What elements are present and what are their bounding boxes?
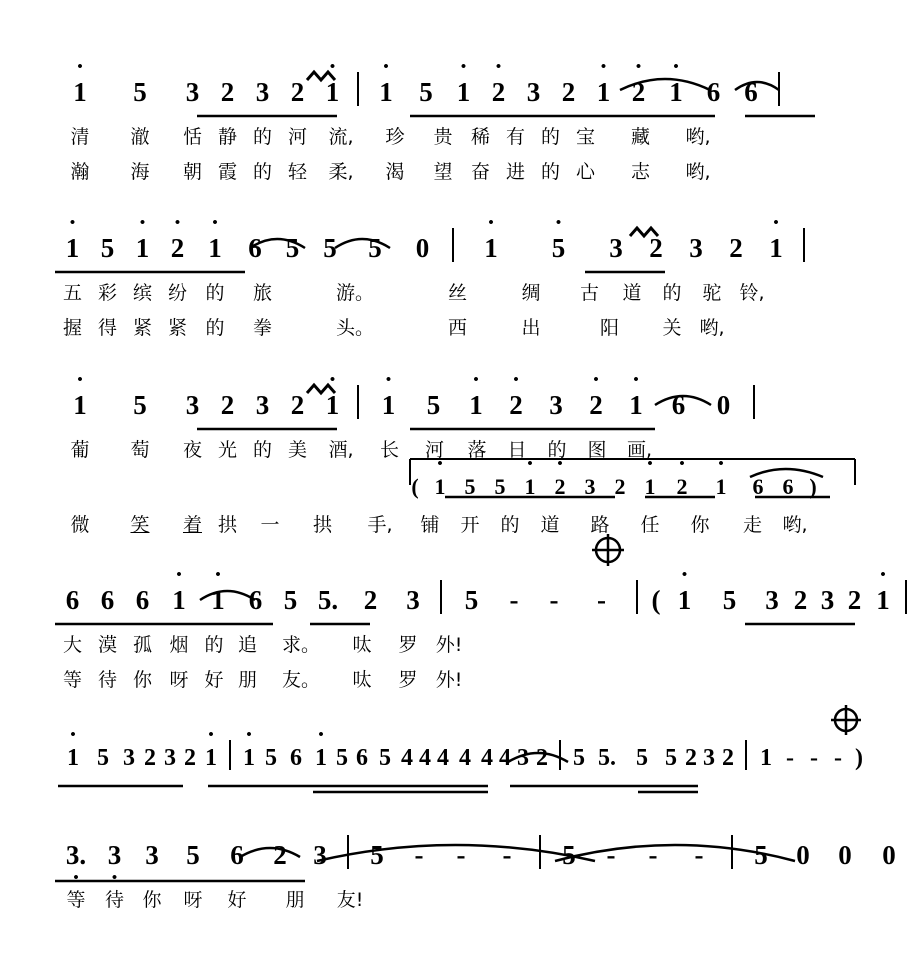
- note: 3: [820, 585, 835, 615]
- sustain-dash: -: [597, 585, 606, 615]
- note: 5: [100, 233, 115, 263]
- note: 3: [185, 390, 200, 420]
- note: 6: [230, 840, 244, 870]
- coda-icon: [596, 538, 620, 562]
- music-system-2: [55, 228, 812, 340]
- note: 3: [255, 390, 270, 420]
- lyric-syllable: 藏: [630, 126, 650, 148]
- lyric-syllable: 待: [97, 669, 117, 691]
- system-4-notes: [55, 580, 911, 616]
- note: • 2: [621, 77, 656, 108]
- note: 5: [368, 233, 382, 263]
- sustain-dash: -: [786, 745, 794, 771]
- note: 5: [426, 390, 441, 420]
- lyric-syllable: 奋: [470, 161, 490, 183]
- note: 5: [133, 390, 147, 420]
- lyric-syllable: 五: [62, 282, 82, 304]
- note: 5: [265, 745, 277, 771]
- note: 4: [459, 745, 471, 771]
- lyric-syllable: 霞: [217, 161, 237, 183]
- note: 0: [716, 390, 731, 420]
- note: 2: [729, 233, 743, 263]
- lyric-syllable: 稀: [470, 126, 490, 148]
- lyric-syllable: 拳: [252, 317, 272, 339]
- lyric-syllable: 握: [62, 317, 82, 339]
- lyric-syllable: 好: [227, 889, 247, 911]
- note: 5: [323, 233, 337, 263]
- note: • 1: [446, 77, 481, 108]
- lyric-syllable: 铺: [420, 514, 440, 536]
- paren-close: ): [855, 745, 863, 771]
- lyric-syllable: 河: [424, 439, 444, 461]
- note: 5: [419, 77, 433, 107]
- note: 2: [561, 77, 576, 107]
- note: 3: [123, 745, 135, 771]
- note: 2: [793, 585, 808, 615]
- note: 6: [706, 77, 721, 107]
- note: 4: [437, 745, 449, 771]
- lyric-syllable: 宝: [575, 126, 595, 148]
- note: • 1: [238, 745, 260, 772]
- note: 5: [336, 745, 348, 771]
- barline: [347, 835, 349, 869]
- sustain-dash: -: [502, 840, 512, 870]
- lyric-syllable: 朋: [285, 889, 305, 911]
- sustain-dash: -: [414, 840, 424, 870]
- note: 2: [722, 745, 734, 771]
- note: 6: [752, 474, 764, 499]
- lyric-syllable: 出: [521, 317, 541, 339]
- note: • 1: [616, 390, 656, 421]
- note: 3: [185, 77, 200, 107]
- lyric-syllable: 好: [204, 669, 224, 691]
- note: • 1: [200, 745, 222, 772]
- barline: [559, 740, 561, 770]
- lyric-syllable: 心: [575, 161, 595, 183]
- lyric-syllable: 任: [640, 514, 660, 536]
- lyric-syllable: 外!: [435, 669, 463, 691]
- lyric-syllable: 落: [467, 439, 487, 461]
- note: • 2: [545, 474, 575, 500]
- lyric-syllable: 长: [379, 439, 399, 461]
- lyric-syllable: 着: [182, 514, 202, 536]
- note: 3: [549, 390, 563, 420]
- lyric-syllable: 图: [587, 439, 607, 461]
- system-2-lyrics-verse-2: [55, 313, 812, 340]
- system-5-notes: [58, 740, 868, 772]
- note: 6: [248, 233, 262, 263]
- paren-close: ): [809, 474, 817, 499]
- sustain-dash: -: [509, 585, 519, 615]
- barline: [440, 580, 442, 614]
- lyric-syllable: 彩: [97, 282, 117, 304]
- system-2-lyrics-verse-1: [55, 278, 812, 305]
- lyric-syllable: 呀: [183, 889, 203, 911]
- note: 2: [273, 840, 287, 870]
- music-system-5: [58, 740, 868, 772]
- note: 6: [65, 585, 80, 615]
- note: 2: [220, 390, 235, 420]
- lyric-syllable: 漠: [97, 634, 117, 656]
- note: 5: [636, 745, 648, 771]
- note: • 1: [656, 77, 696, 108]
- note: • 1: [425, 474, 455, 500]
- note: 5: [285, 233, 300, 263]
- note: 2: [614, 474, 626, 499]
- note: • 1: [461, 233, 521, 264]
- lyric-syllable: 渴: [385, 161, 405, 183]
- lyric-syllable: 萄: [130, 439, 150, 461]
- lyric-syllable: 烟: [169, 634, 189, 656]
- note: 3 •: [97, 840, 132, 871]
- note: 4: [499, 745, 511, 771]
- note: 3. •: [55, 840, 97, 871]
- note: • 5: [521, 233, 596, 264]
- lyric-syllable: 的: [205, 317, 225, 339]
- lyric-syllable: 罗: [398, 634, 418, 656]
- system-1-lyrics-verse-1: [55, 122, 787, 149]
- system-3-lyrics-verse-2: [55, 510, 823, 537]
- lyric-syllable: 哟,: [685, 126, 711, 148]
- barline: [452, 228, 454, 262]
- note: 6: [290, 745, 302, 771]
- lyric-syllable: 道: [622, 282, 642, 304]
- note: 6: [671, 390, 686, 420]
- lyric-syllable: 紧: [167, 317, 187, 339]
- barline: [731, 835, 733, 869]
- sustain-dash: -: [456, 840, 466, 870]
- note: 5: [97, 745, 109, 771]
- lyric-syllable: 路: [590, 514, 610, 536]
- lyric-syllable: 的: [500, 514, 520, 536]
- note: 5: [754, 840, 768, 870]
- note: 6: [248, 585, 263, 615]
- lyric-syllable: 道: [540, 514, 560, 536]
- note: • 2: [496, 390, 536, 421]
- barline: [357, 72, 359, 106]
- note: • 1: [315, 390, 350, 421]
- system-6-notes: [55, 835, 911, 871]
- lyric-syllable: 朝: [182, 161, 202, 183]
- lyric-syllable: 的: [547, 439, 567, 461]
- note: 6: [100, 585, 115, 615]
- lyric-syllable: 笑: [130, 514, 150, 536]
- note: • 1: [315, 77, 350, 108]
- lyric-syllable: 的: [540, 126, 560, 148]
- lyric-syllable: 拱: [312, 514, 332, 536]
- lyric-syllable: 罗: [398, 669, 418, 691]
- lyric-syllable: 你: [132, 669, 152, 691]
- note: 0: [415, 233, 430, 263]
- lyric-syllable: 的: [540, 161, 560, 183]
- lyric-syllable: 你: [142, 889, 162, 911]
- note: 5: [722, 585, 737, 615]
- note: 3: [313, 840, 327, 870]
- lyric-syllable: 呀: [169, 669, 189, 691]
- lyric-syllable: 头。: [335, 317, 374, 339]
- note: 2: [290, 77, 305, 107]
- sustain-dash: -: [648, 840, 658, 870]
- paren-open: (: [411, 474, 419, 499]
- lyric-syllable: 轻: [287, 161, 307, 183]
- lyric-syllable: 哟,: [699, 317, 725, 339]
- note: 3: [609, 233, 623, 263]
- note: • 2: [576, 390, 616, 421]
- note: • 1: [868, 585, 898, 616]
- system-1-notes: [55, 72, 787, 108]
- lyric-syllable: 的: [252, 126, 272, 148]
- lyric-syllable: 夜: [182, 439, 202, 461]
- lyric-syllable: 哟,: [782, 514, 808, 536]
- system-1-lyrics-verse-2: [55, 157, 787, 184]
- paren-open: (: [651, 585, 661, 615]
- lyric-syllable: 的: [662, 282, 682, 304]
- note: 4: [481, 745, 493, 771]
- note: • 1: [55, 390, 105, 421]
- note: 5: [573, 745, 585, 771]
- lyric-syllable: 追: [237, 634, 257, 656]
- lyric-syllable: 澈: [130, 126, 150, 148]
- lyric-syllable: 旅: [252, 282, 272, 304]
- lyric-syllable: 驼: [702, 282, 722, 304]
- coda-icon: [835, 709, 857, 731]
- lyric-syllable: 瀚: [70, 161, 90, 183]
- lyric-syllable: 贵: [433, 126, 453, 148]
- lyric-syllable: 光: [217, 439, 237, 461]
- lyric-syllable: 紧: [132, 317, 152, 339]
- note: 5: [562, 840, 576, 870]
- sustain-dash: -: [549, 585, 559, 615]
- rest: 0: [838, 840, 852, 870]
- lyric-syllable: 海: [130, 161, 150, 183]
- note: 6: [135, 585, 150, 615]
- note: 5: [665, 745, 677, 771]
- lyric-syllable: 的: [204, 634, 224, 656]
- note: • 1: [310, 745, 332, 772]
- note: 5.: [317, 585, 339, 615]
- lyric-syllable: 葡: [70, 439, 90, 461]
- note: 3: [526, 77, 541, 107]
- lyric-syllable: 恬: [182, 126, 202, 148]
- note: 5: [464, 585, 479, 615]
- note: 6: [356, 745, 368, 771]
- note: • 1: [515, 474, 545, 500]
- note: 2: [184, 745, 196, 771]
- music-system-4: [55, 580, 911, 692]
- system-6-lyrics: [55, 885, 911, 912]
- lyric-syllable: 走: [742, 514, 762, 536]
- lyric-syllable: 丝: [447, 282, 467, 304]
- barline: [753, 385, 755, 419]
- lyric-syllable: 呔: [352, 634, 372, 656]
- note: 5: [379, 745, 391, 771]
- lyric-syllable: 流,: [328, 126, 354, 148]
- note: 5: [494, 474, 506, 499]
- lyric-syllable: 呔: [352, 669, 372, 691]
- note: • 1: [160, 585, 198, 616]
- music-system-6: [55, 835, 911, 912]
- lyric-syllable: 求。: [281, 634, 320, 656]
- note: • 2: [481, 77, 516, 108]
- note: 2: [649, 233, 663, 263]
- lyric-syllable: 关: [662, 317, 682, 339]
- note: • 1: [635, 474, 665, 500]
- lyric-syllable: 开: [460, 514, 480, 536]
- lyric-syllable: 静: [217, 126, 237, 148]
- lyric-syllable: 等: [66, 889, 86, 911]
- lyric-syllable: 得: [97, 317, 117, 339]
- note: 5: [370, 840, 384, 870]
- lyric-syllable: 你: [690, 514, 710, 536]
- note: 2: [536, 745, 548, 771]
- system-4-lyrics-verse-1: [55, 630, 911, 657]
- barline: [539, 835, 541, 869]
- rest: 0: [882, 840, 896, 870]
- lyric-syllable: 友。: [281, 669, 320, 691]
- lyric-syllable: 志: [630, 161, 650, 183]
- lyric-syllable: 酒,: [328, 439, 354, 461]
- lyric-syllable: 有: [505, 126, 525, 148]
- lyric-syllable: 朋: [237, 669, 257, 691]
- note: 5: [133, 77, 147, 107]
- barline: [229, 740, 231, 770]
- lyric-syllable: 大: [62, 634, 82, 656]
- note: 2: [290, 390, 305, 420]
- barline: [803, 228, 805, 262]
- barline: [905, 580, 907, 614]
- note: • 1: [195, 233, 235, 264]
- lyric-syllable: 古: [579, 282, 599, 304]
- lyric-syllable: 的: [252, 439, 272, 461]
- lyric-syllable: 等: [62, 669, 82, 691]
- note: • 1: [198, 585, 238, 616]
- note: 3: [406, 585, 420, 615]
- lyric-syllable: 的: [205, 282, 225, 304]
- note: • 1: [586, 77, 621, 108]
- lyric-syllable: 日: [507, 439, 527, 461]
- barline: [745, 740, 747, 770]
- lyric-syllable: 的: [252, 161, 272, 183]
- note: 2: [220, 77, 235, 107]
- lyric-syllable: 待: [104, 889, 124, 911]
- lyric-syllable: 拱: [217, 514, 237, 536]
- lyric-syllable: 美: [287, 439, 307, 461]
- system-4-lyrics-verse-2: [55, 665, 911, 692]
- lyric-syllable: 缤: [132, 282, 152, 304]
- note: 3: [689, 233, 703, 263]
- note: 1: [760, 745, 772, 771]
- lyric-syllable: 一: [260, 514, 280, 536]
- sustain-dash: -: [694, 840, 704, 870]
- note: 3: [584, 474, 596, 499]
- note: 6: [782, 474, 794, 499]
- note: 3: [765, 585, 779, 615]
- lyric-syllable: 孤: [132, 634, 152, 656]
- note: 5: [186, 840, 200, 870]
- lyric-syllable: 手,: [367, 514, 393, 536]
- lyric-syllable: 河: [287, 126, 307, 148]
- lyric-syllable: 进: [505, 161, 525, 183]
- note: 5: [283, 585, 298, 615]
- note: 3: [517, 745, 529, 771]
- note: • 2: [665, 474, 699, 500]
- note: • 1: [667, 585, 702, 616]
- system-3-notes: [55, 385, 823, 421]
- barline: [636, 580, 638, 614]
- note: 3: [164, 745, 176, 771]
- system-3-ossia-notes: [55, 474, 823, 500]
- lyric-syllable: 纷: [167, 282, 187, 304]
- system-2-notes: [55, 228, 812, 264]
- lyric-syllable: 西: [447, 317, 467, 339]
- note: 2: [144, 745, 156, 771]
- note: • 1: [55, 77, 105, 108]
- lyric-syllable: 柔,: [328, 161, 354, 183]
- barline: [357, 385, 359, 419]
- note: 2: [685, 745, 697, 771]
- rest: 0: [796, 840, 810, 870]
- lyric-syllable: 友!: [336, 889, 364, 911]
- note: • 2: [160, 233, 195, 264]
- barline: [778, 72, 780, 106]
- note: 5: [464, 474, 476, 499]
- note: • 1: [366, 77, 406, 108]
- lyric-syllable: 阳: [599, 317, 619, 339]
- note: 3: [255, 77, 270, 107]
- sustain-dash: -: [606, 840, 616, 870]
- lyric-syllable: 哟,: [685, 161, 711, 183]
- sustain-dash: -: [810, 745, 818, 771]
- note: 2: [847, 585, 862, 615]
- lyric-syllable: 游。: [335, 282, 374, 304]
- note: • 1: [366, 390, 411, 421]
- lyric-syllable: 绸: [521, 282, 541, 304]
- note: • 1: [58, 745, 88, 772]
- note: • 1: [456, 390, 496, 421]
- lyric-syllable: 望: [433, 161, 453, 183]
- music-system-1: [55, 72, 787, 184]
- note: 2: [363, 585, 378, 615]
- lyric-syllable: 珍: [385, 126, 405, 148]
- note: 4: [419, 745, 431, 771]
- note: 6: [744, 77, 758, 107]
- note: 5.: [598, 745, 616, 771]
- note: • 1: [125, 233, 160, 264]
- lyric-syllable: 微: [70, 514, 90, 536]
- lyric-syllable: 清: [70, 126, 90, 148]
- sustain-dash: -: [834, 745, 842, 771]
- music-system-3: [55, 385, 823, 537]
- note: • 1: [756, 233, 796, 264]
- note: 3: [703, 745, 715, 771]
- lyric-syllable: 画,: [626, 439, 653, 461]
- lyric-syllable: 铃,: [739, 282, 765, 304]
- note: 4: [401, 745, 413, 771]
- note: 3: [145, 840, 159, 870]
- note: • 1: [55, 233, 90, 264]
- note: • 1: [699, 474, 743, 500]
- lyric-syllable: 外!: [435, 634, 463, 656]
